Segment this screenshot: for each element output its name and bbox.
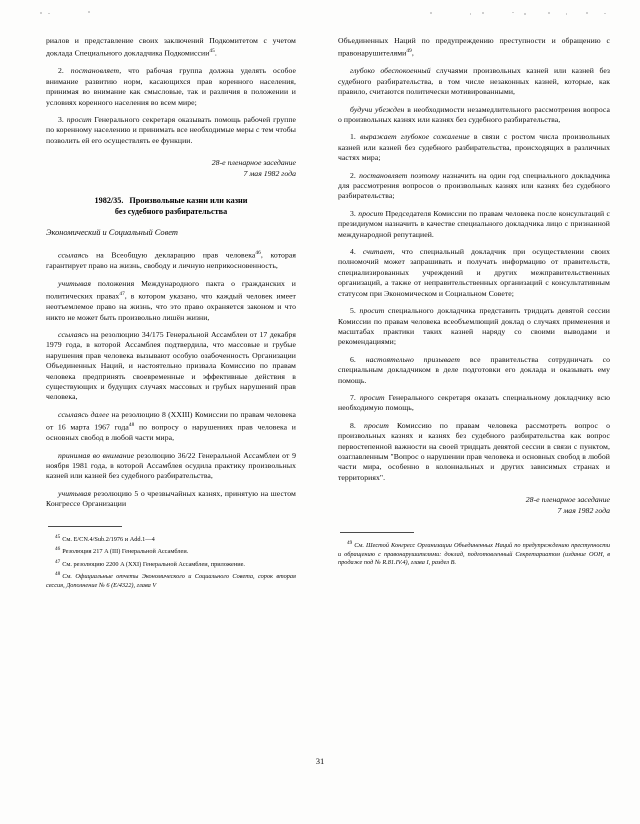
footnote-separator-rule: [340, 532, 414, 533]
preamble-lead: ссылаясь далее: [58, 409, 110, 419]
two-column-body: [0, 36, 640, 796]
item-number: 5.: [350, 306, 356, 316]
meeting-line: 28-е пленарное заседание: [211, 158, 296, 168]
footnote-text: См. резолюцию 2200 A (XXI) Генеральной Ассамблеи, приложение.: [62, 560, 245, 568]
meeting-date: 7 мая 1982 года: [243, 168, 296, 178]
item-text: что специальный докладчик при осуществлении своих полномочий может запрашивать и получать информацию от правительств, специализированных учреждений и других межправительственных организаций, а также от неправительственных организаций с консультативным статусом при Экономическом и Социальном Совете;: [338, 247, 611, 298]
preamble-lead: учитывая: [58, 278, 91, 288]
item-text: специального докладчика представить тридцать девятой сессии Комиссии по правам человека всеобъемлющий доклад о случаях применения и масштабах практики таких казней наряду со своими выводами и рекомендациями;: [338, 306, 610, 347]
operative-paragraph: [338, 247, 610, 299]
preamble-text: случаями произвольных казней или казней без судебного разбирательства, в том числе незаконных казней, которые, как правило, считаются политически мотивированными,: [338, 66, 611, 97]
preamble-lead: будучи убежден: [350, 104, 405, 114]
operative-paragraph: [338, 393, 610, 414]
resolution-title-line1: Произвольные казни или казни: [129, 196, 248, 206]
left-column: [0, 36, 320, 796]
list-item: [46, 66, 296, 108]
preamble-paragraph: [338, 105, 610, 126]
footnote: [46, 533, 296, 545]
operative-paragraph: [338, 421, 610, 483]
preamble-lead: принимая во внимание: [58, 450, 135, 460]
footnote: [46, 558, 296, 570]
item-text: Генерального секретаря оказать специальному докладчику всю необходимую помощь,: [338, 392, 611, 413]
footnote-number: 47: [55, 558, 61, 565]
preamble-paragraph: [46, 279, 296, 323]
footnote-list: [46, 533, 296, 590]
page-number: 31: [315, 756, 325, 766]
preamble-text: на резолюцию 34/175 Генеральной Ассамблеи от 17 декабря 1979 года, в которой Ассамблея подтвердила, что массовые и грубые нарушения прав человека вызывают особую озабоченность Организации Объединенных Наций, и настоятельно призвала Комиссию по правам человека предпринять своевременные и эффективные действия в существующих и будущих случаях массовых и грубых нарушений прав человека,: [46, 329, 297, 402]
item-number: 3.: [58, 115, 64, 124]
item-lead: просит: [359, 392, 385, 402]
item-text: Комиссию по правам человека рассмотреть вопрос о произвольных казнях и казнях без судебного разбирательства как вопрос первостепенной важности на своей тридцать девятой сессии в связи с пунктом, озаглавленным "Вопрос о нарушении прав человека и основных свобод в любой части мира, особенно в колониальных и других зависимых странах и территориях".: [338, 420, 610, 482]
item-number: 6.: [350, 354, 356, 364]
footnote-ref: 45: [209, 48, 215, 55]
footnote-number: 46: [55, 546, 61, 553]
item-lead: просит: [358, 208, 384, 218]
preamble-paragraph: [46, 330, 296, 403]
footnote-ref: 49: [406, 48, 412, 55]
preamble-text: на резолюцию 8 (XXIII) Комиссии по правам человека от 16 марта 1967 года: [46, 409, 297, 432]
preamble-paragraph: [338, 66, 610, 97]
item-text: в связи с ростом числа произвольных казней или казней без судебного разбирательства, происходящих в различных частях мира;: [338, 132, 611, 163]
item-number: 2.: [350, 170, 356, 180]
preamble-lead: учитывая: [58, 488, 91, 498]
preamble-text: резолюцию 36/22 Генеральной Ассамблеи от 9 ноября 1981 года, в которой Ассамблея осудила практику произвольных казней или казней без судебного разбирательства,: [46, 450, 296, 481]
operative-paragraph: [338, 355, 610, 386]
footnote-separator-rule: [48, 526, 122, 527]
footnote-ref: 48: [128, 422, 135, 429]
item-number: 4.: [350, 247, 356, 257]
meeting-footer: [46, 158, 296, 179]
footnote-ref: 46: [255, 250, 261, 257]
footnote-ref: 47: [119, 291, 125, 298]
item-lead: считает,: [362, 247, 395, 257]
operative-paragraph: [338, 306, 610, 348]
item-lead: постановляет,: [70, 66, 122, 76]
preamble-text: на Всеобщую декларацию прав человека: [96, 250, 256, 260]
meeting-line: 28-е пленарное заседание: [525, 495, 610, 505]
item-lead: просит: [66, 115, 92, 124]
continued-paragraph: риалов и представление своих заключений Подкомитетом с учетом доклада Специального докладчика Подкомиссии$^{45}$.: [46, 36, 296, 58]
preamble-paragraph: [46, 410, 296, 444]
preamble-paragraph: [46, 248, 296, 271]
continued-paragraph: Объединенных Наций по предупреждению преступности и обращению с правонарушителями$^{49}$,: [338, 36, 610, 58]
operative-paragraph: [338, 209, 610, 240]
item-lead: просит: [359, 306, 385, 316]
item-number: 8.: [350, 420, 356, 430]
item-text: Генерального секретаря оказывать помощь рабочей группе по коренному населению и принимать все необходимые меры с тем чтобы позволить ей его осуществлять ее функции.: [46, 115, 296, 145]
item-text: что рабочая группа должна уделять особое внимание развитию норм, касающихся прав коренного населения, принимая во внимание как смысловые, так и различия в положении и условиях коренного населения во всем мире;: [46, 66, 296, 107]
preamble-lead: ссылаясь: [58, 250, 89, 260]
preamble-text-cont: , которая гарантирует право на жизнь, свободу и личную неприкосновенность,: [46, 250, 297, 271]
item-text: все правительства сотрудничать со специальным докладчиком в деле подготовки его доклада и оказывать ему помощь.: [338, 354, 611, 385]
operative-paragraph: [338, 171, 610, 202]
item-text: назначить на один год специального докладчика для рассмотрения вопросов о произвольных казнях или казнях без судебного разбирательства;: [338, 170, 611, 201]
resolution-number: 1982/35.: [94, 196, 124, 206]
footnote-number: 48: [55, 571, 61, 578]
footnote-list: [338, 539, 610, 567]
item-lead: выражает глубокое сожаление: [360, 132, 470, 142]
preamble-lead: глубоко обеспокоенный: [350, 66, 431, 76]
preamble-text-cont: по вопросу о нарушениях прав человека и основных свобод в любой части мира,: [46, 422, 296, 443]
continued-paragraph-text: риалов и представление своих заключений Подкомитетом с учетом доклада Специального докладчика Подкомиссии: [46, 36, 296, 58]
item-number: 2.: [58, 66, 64, 76]
item-lead: постановляет поэтому: [359, 170, 440, 180]
footnote: [46, 570, 296, 590]
operative-paragraph: [338, 132, 610, 163]
footnote-number: 45: [55, 533, 61, 540]
scan-noise-speckles: [0, 0, 640, 26]
footnote-number: 49: [347, 540, 353, 547]
preamble-paragraph: [46, 489, 296, 510]
footnote-text: См. Шестой Конгресс Организации Объединенных Наций по предупреждению преступности и обращению с правонарушителями: доклад, подготовленный Секретариатом (издание ООН, в продаже под № R.81.IV.4), глава I, раздел B.: [338, 542, 610, 567]
preamble-text: резолюцию 5 о чрезвычайных казнях, принятую на шестом Конгрессе Организации: [46, 488, 296, 509]
footnote-text: См. Официальные отчеты Экономического и Социального Совета, сорок вторая сессия, Дополнение № 6 (E/4322), глава V: [46, 573, 296, 589]
item-number: 1.: [350, 132, 356, 142]
preamble-text-cont: , в котором указано, что каждый человек имеет неотъемлемое право на жизнь, что это право охраняется законом и что никто не может быть произвольно лишён жизни,: [46, 291, 296, 322]
item-number: 7.: [350, 392, 356, 402]
footnote: [338, 539, 610, 567]
resolution-heading: [46, 195, 296, 217]
item-number: 3.: [350, 208, 356, 218]
footnote-text: Резолюция 217 A (III) Генеральной Ассамблеи.: [62, 548, 189, 556]
item-lead: настоятельно призывает: [365, 354, 461, 364]
footnote-text: См. E/CN.4/Sub.2/1976 и Add.1—4: [62, 535, 155, 543]
continued-paragraph-text: Объединенных Наций по предупреждению преступности и обращению с правонарушителями: [338, 36, 610, 58]
preamble-lead: ссылаясь: [58, 329, 89, 339]
footnote: [46, 545, 296, 557]
meeting-date: 7 мая 1982 года: [557, 505, 610, 515]
preamble-text: положения Международного пакта о гражданских и политических правах: [46, 278, 297, 301]
preamble-text: в необходимости незамедлительного рассмотрения вопроса о произвольных казнях или казнях без судебного разбирательства,: [338, 104, 611, 124]
meeting-footer: [338, 495, 610, 516]
resolution-title-line2: без судебного разбирательства: [114, 207, 228, 217]
item-lead: просит: [364, 420, 389, 430]
issuing-organ: Экономический и Социальный Совет: [46, 228, 178, 238]
right-column: [320, 36, 640, 796]
preamble-paragraph: [46, 451, 296, 482]
list-item: [46, 115, 296, 146]
item-text: Председателя Комиссии по правам человека после консультаций с президиумом назначить в качестве специального докладчика лицо с признанной международной репутацией.: [338, 208, 610, 239]
